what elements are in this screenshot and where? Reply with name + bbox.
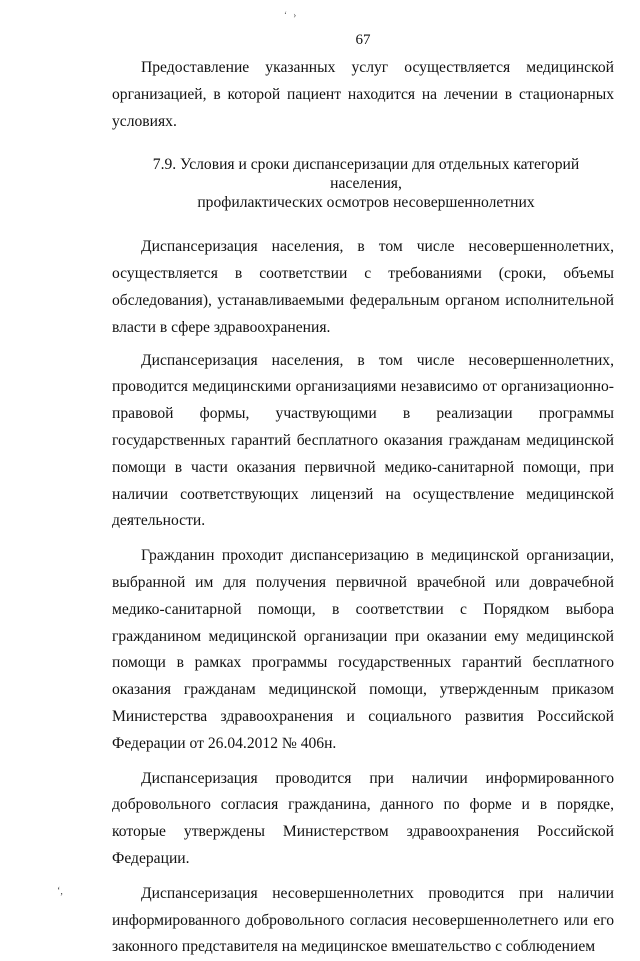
paragraph: Предоставление указанных услуг осуществляется медицинской организацией, в которой пациент находится на лечении в стационарных условиях. bbox=[112, 59, 614, 130]
paragraph: Диспансеризация населения, в том числе несовершеннолетних, осуществляется в соответствии с требованиями (сроки, объемы обследования), устанавливаемыми федеральным органом исполнительной власти в сфере здравоохранения. bbox=[112, 238, 614, 336]
paragraph: Диспансеризация несовершеннолетних проводится при наличии информированного добровольного согласия несовершеннолетнего или его законного представителя на медицинское вмешательство с соблюдением bbox=[112, 884, 614, 956]
scan-artifact: ‘, bbox=[57, 886, 63, 897]
paragraph: Гражданин проходит диспансеризацию в медицинской организации, выбранной им для получения первичной врачебной или доврачебной медико-санитарной помощи, в соответствии с Порядком выбора гражданином медицинской организации при оказании ему медицинской помощи в рамках программы государственных гарантий бесплатного оказания гражданам медицинской помощи, утвержденным приказом Министерства здравоохранения и социального развития Российской Федерации от 26.04.2012 № 406н. bbox=[112, 547, 614, 752]
paragraph: Диспансеризация населения, в том числе несовершеннолетних, проводится медицинскими организациями независимо от организационно-правовой формы, участвующими в реализации программы государственных гарантий бесплатного оказания гражданам медицинской помощи в части оказания первичной медико-санитарной помощи, при наличии соответствующих лицензий на осуществление медицинской деятельности. bbox=[112, 351, 614, 530]
section-heading bbox=[112, 155, 614, 212]
section-heading-line: 7.9. Условия и сроки диспансеризации для отдельных категорий населения, bbox=[152, 156, 580, 193]
paragraph: Диспансеризация проводится при наличии информированного добровольного согласия гражданина, данного по форме и в порядке, которые утверждены Министерством здравоохранения Российской Федерации. bbox=[112, 769, 614, 867]
scan-artifact: ‘ › bbox=[284, 10, 299, 20]
page-number: 67 bbox=[355, 32, 371, 48]
section-heading-line: профилактических осмотров несовершеннолетних bbox=[197, 194, 535, 212]
document-body bbox=[112, 55, 614, 961]
